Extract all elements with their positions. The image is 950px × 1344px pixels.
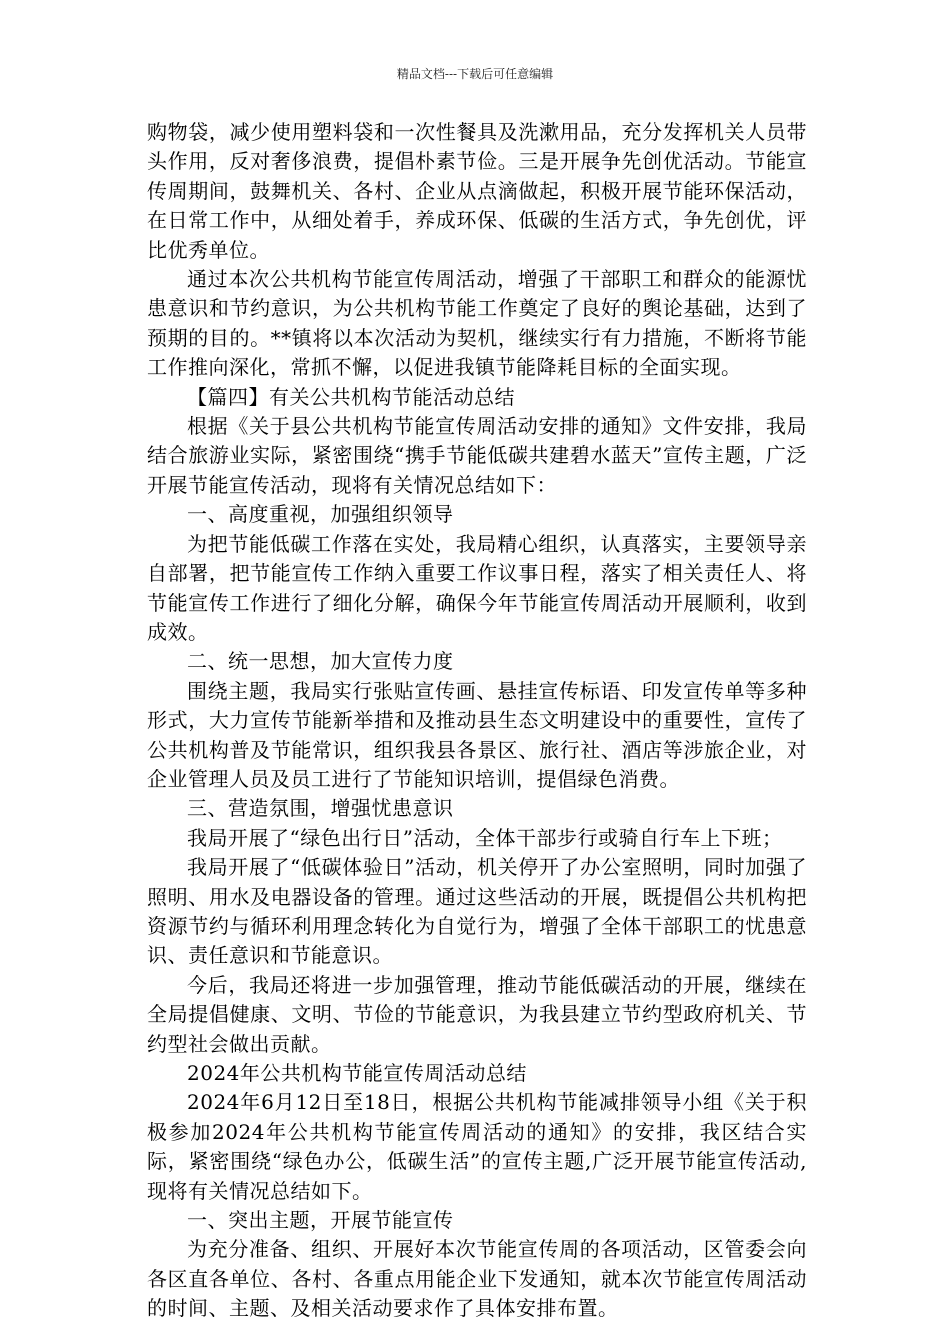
paragraph: 围绕主题，我局实行张贴宣传画、悬挂宣传标语、印发宣传单等多种形式，大力宣传节能新举措和及推动县生态文明建设中的重要性，宣传了公共机构普及节能常识，组织我县各景区、旅行社、酒店等涉旅企业，对企业管理人员及员工进行了节能知识培训，提倡绿色消费。: [147, 678, 807, 791]
subsection-heading: 一、突出主题，开展节能宣传: [187, 1208, 454, 1233]
subsection-heading: 一、高度重视，加强组织领导: [187, 502, 454, 527]
paragraph: 购物袋，减少使用塑料袋和一次性餐具及洗漱用品，充分发挥机关人员带头作用，反对奢侈浪费，提倡朴素节俭。三是开展争先创优活动。节能宣传周期间，鼓舞机关、各村、企业从点滴做起，积极开展节能环保活动，在日常工作中，从细处着手，养成环保、低碳的生活方式，争先创优，评比优秀单位。: [147, 120, 807, 262]
paragraph: 我局开展了“低碳体验日”活动，机关停开了办公室照明，同时加强了照明、用水及电器设备的管理。通过这些活动的开展，既提倡公共机构把资源节约与循环利用理念转化为自觉行为，增强了全体干部职工的忧患意识、责任意识和节能意识。: [147, 855, 807, 968]
document-body: [147, 118, 807, 1324]
paragraph: 为充分准备、组织、开展好本次节能宣传周的各项活动，区管委会向各区直各单位、各村、各重点用能企业下发通知，就本次节能宣传周活动的时间、主题、及相关活动要求作了具体安排布置。: [147, 1237, 807, 1321]
subsection-heading: 二、统一思想，加大宣传力度: [187, 649, 454, 674]
section-heading: 2024年公共机构节能宣传周活动总结: [187, 1061, 527, 1085]
paragraph: 我局开展了“绿色出行日”活动，全体干部步行或骑自行车上下班；: [187, 825, 783, 850]
subsection-heading: 三、营造氛围，增强忧患意识: [187, 796, 454, 821]
page-header: 精品文档---下载后可任意编辑: [396, 67, 554, 81]
paragraph: 为把节能低碳工作落在实处，我局精心组织，认真落实，主要领导亲自部署，把节能宣传工作纳入重要工作议事日程，落实了相关责任人、将节能宣传工作进行了细化分解，确保今年节能宣传周活动开展顺利，收到成效。: [147, 531, 807, 644]
paragraph: 根据《关于县公共机构节能宣传周活动安排的通知》文件安排，我局结合旅游业实际，紧密围绕“携手节能低碳共建碧水蓝天”宣传主题，广泛开展节能宣传活动，现将有关情况总结如下：: [147, 414, 807, 497]
paragraph: 今后，我局还将进一步加强管理，推动节能低碳活动的开展，继续在全局提倡健康、文明、节俭的节能意识，为我县建立节约型政府机关、节约型社会做出贡献。: [147, 972, 807, 1056]
section-heading: 【篇四】有关公共机构节能活动总结: [187, 384, 515, 409]
paragraph: 2024年6月12日至18日，根据公共机构节能减排领导小组《关于积极参加2024年公共机构节能宣传周活动的通知》的安排，我区结合实际，紧密围绕“绿色办公，低碳生活”的宣传主题,广泛开展节能宣传活动,现将有关情况总结如下。: [147, 1090, 807, 1203]
paragraph: 通过本次公共机构节能宣传周活动，增强了干部职工和群众的能源忧患意识和节约意识，为公共机构节能工作奠定了良好的舆论基础，达到了预期的目的。**镇将以本次活动为契机，继续实行有力措施，不断将节能工作推向深化，常抓不懈，以促进我镇节能降耗目标的全面实现。: [147, 267, 807, 380]
